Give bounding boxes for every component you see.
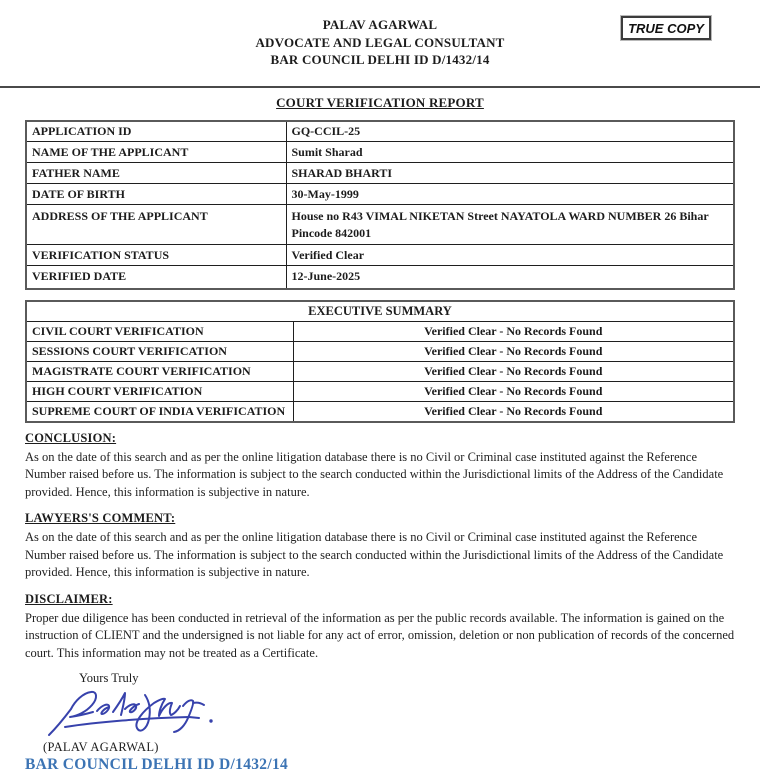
table-row [26,361,734,381]
row-value: Verified Clear - No Records Found [293,321,734,341]
applicant-details-table [25,120,735,290]
table-row [26,205,734,245]
disclaimer-body: Proper due diligence has been conducted in retrieval of the information as per the public records available. The information is gained on the instruction of CLIENT and the undersigned is not liable for any act of error, omission, deletion or non publication of records of the concerned court. This information may not be treated as a Certificate. [25,610,735,660]
true-copy-label: TRUE COPY [628,20,704,36]
row-value: GQ-CCIL-25 [286,121,734,142]
row-label: NAME OF THE APPLICANT [26,142,286,163]
row-label: SUPREME COURT OF INDIA VERIFICATION [26,401,293,422]
table-header-row [26,301,734,322]
row-value: Verified Clear - No Records Found [293,341,734,361]
table-row [26,381,734,401]
row-value: Sumit Sharad [286,142,734,163]
row-value: Verified Clear - No Records Found [293,381,734,401]
row-label: ADDRESS OF THE APPLICANT [26,205,286,245]
executive-summary-table [25,300,735,423]
closing-text: Yours Truly [79,671,139,685]
table-row [26,245,734,266]
signature-ink-icon [41,687,231,739]
row-label: CIVIL COURT VERIFICATION [26,321,293,341]
signer-name: (PALAV AGARWAL) [43,740,159,754]
letterhead-designation: ADVOCATE AND LEGAL CONSULTANT [255,34,505,50]
row-label: VERIFIED DATE [26,266,286,289]
lawyers-comment-body: As on the date of this search and as per the online litigation database there is no Civil or Criminal case instituted against the Reference Number raised before us. The information is subject to the search conducted within the Jurisdictional limits of the Address of the Candidate provided. Hence, this information is subjective in nature. [25,530,724,579]
row-label: HIGH COURT VERIFICATION [26,381,293,401]
row-label: FATHER NAME [26,163,286,184]
row-label: APPLICATION ID [26,121,286,142]
letterhead-bar-council-id: BAR COUNCIL DELHI ID D/1432/14 [270,52,490,67]
handwritten-signature [41,687,231,739]
conclusion-heading: CONCLUSION: [25,430,117,445]
table-row [26,401,734,422]
table-row [26,121,734,142]
row-value: 12-June-2025 [286,266,734,289]
row-value: SHARAD BHARTI [286,163,734,184]
table-row [26,163,734,184]
table-row [26,321,734,341]
conclusion-body: As on the date of this search and as per the online litigation database there is no Civil or Criminal case instituted against the Reference Number raised before us. The information is subject to the search conducted within the Jurisdictional limits of the Address of the Candidate provided. Hence, this information is subjective in nature. [25,449,724,499]
row-label: SESSIONS COURT VERIFICATION [26,341,293,361]
true-copy-stamp [621,16,711,40]
signer-bar-council-id: BAR COUNCIL DELHI ID D/1432/14 [25,756,289,773]
table-row [26,184,734,205]
report-title: COURT VERIFICATION REPORT [276,94,484,110]
row-value: Verified Clear - No Records Found [293,361,734,381]
letterhead-name: PALAV AGARWAL [322,17,438,32]
row-label: DATE OF BIRTH [26,184,286,205]
row-value: 30-May-1999 [286,184,734,205]
table-row [26,142,734,163]
row-label: VERIFICATION STATUS [26,245,286,266]
executive-summary-title: EXECUTIVE SUMMARY [26,301,734,322]
disclaimer-heading: DISCLAIMER: [25,591,113,606]
header-divider [0,86,760,88]
table-row [26,341,734,361]
row-label: MAGISTRATE COURT VERIFICATION [26,361,293,381]
row-value: Verified Clear - No Records Found [293,401,734,422]
lawyers-comment-heading: LAWYERS'S COMMENT: [25,511,176,525]
table-row [26,266,734,289]
row-value: Verified Clear [286,245,734,266]
row-value: House no R43 VIMAL NIKETAN Street NAYATOLA WARD NUMBER 26 Bihar Pincode 842001 [286,205,734,245]
